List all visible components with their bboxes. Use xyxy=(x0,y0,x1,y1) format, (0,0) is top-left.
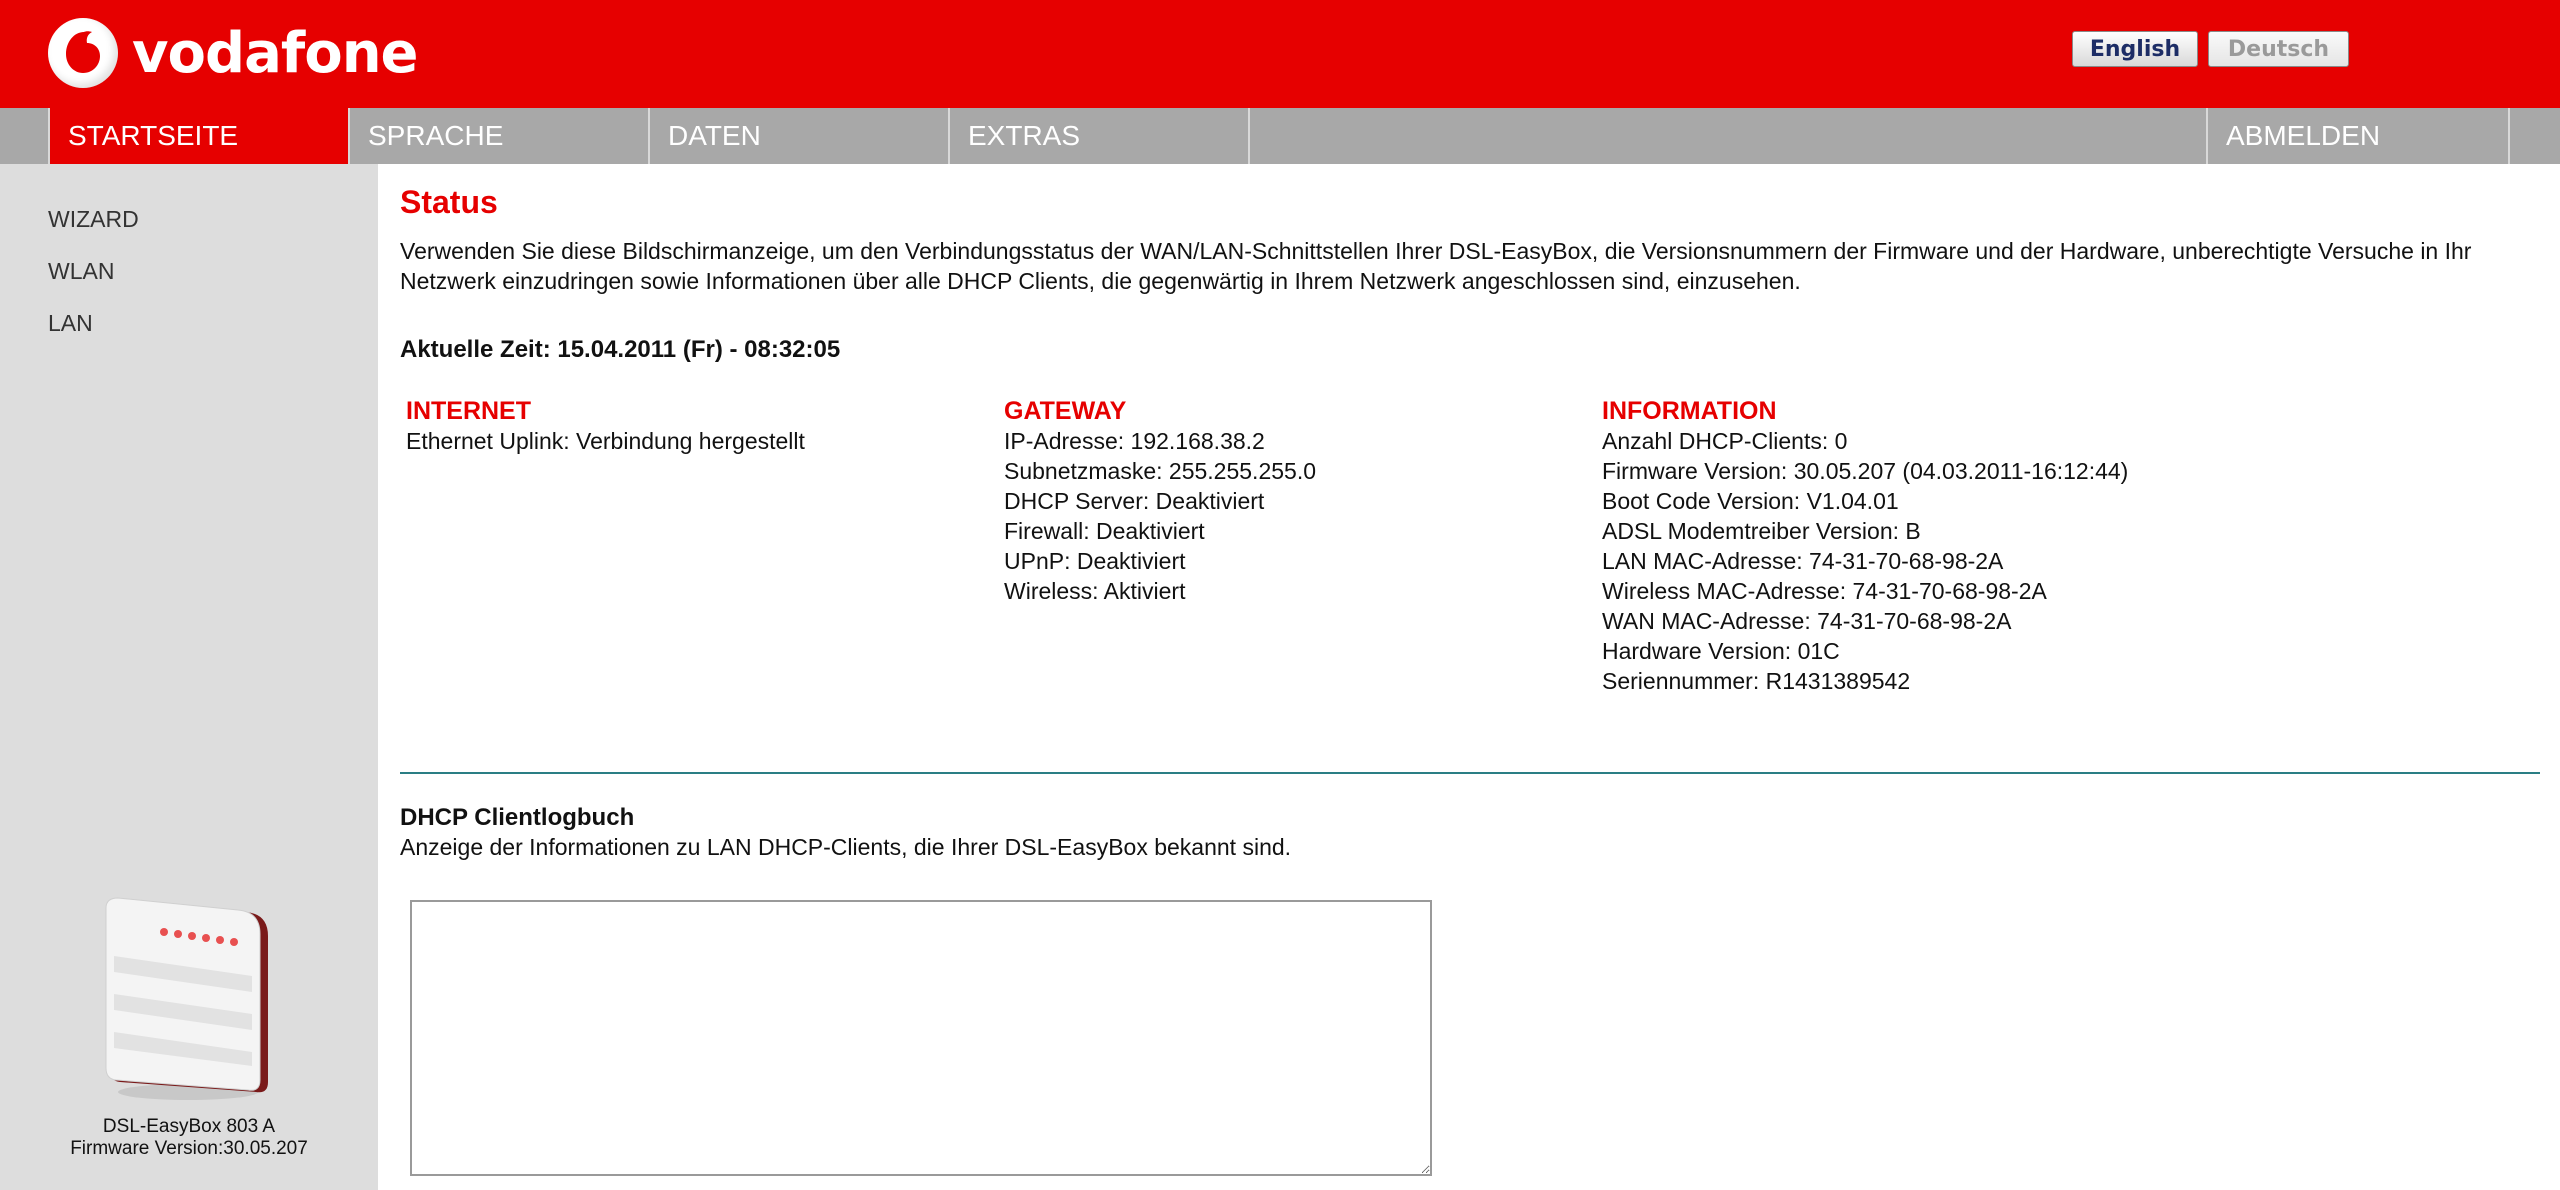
device-firmware: Firmware Version:30.05.207 xyxy=(70,1138,308,1159)
gateway-dhcp: DHCP Server: Deaktiviert xyxy=(1004,488,1265,514)
nav-item-extras[interactable]: EXTRAS xyxy=(950,108,1250,164)
section-divider xyxy=(400,772,2540,774)
internet-section xyxy=(406,396,966,456)
dhcp-log-description: Anzeige der Informationen zu LAN DHCP-Clients, die Ihrer DSL-EasyBox bekannt sind. xyxy=(400,834,1292,860)
sidebar-item-wlan[interactable]: WLAN xyxy=(48,258,115,284)
gateway-ip: IP-Adresse: 192.168.38.2 xyxy=(1004,428,1265,454)
info-dhcp-clients: Anzahl DHCP-Clients: 0 xyxy=(1602,428,1848,454)
sidebar-item-wizard[interactable]: WIZARD xyxy=(48,206,139,232)
info-adsl: ADSL Modemtreiber Version: B xyxy=(1602,518,1921,544)
nav-item-sprache[interactable]: SPRACHE xyxy=(350,108,650,164)
brand-name: vodafone xyxy=(132,20,418,86)
easybox-device-image xyxy=(98,896,278,1107)
info-lan-mac: LAN MAC-Adresse: 74-31-70-68-98-2A xyxy=(1602,548,2004,574)
info-serial: Seriennummer: R1431389542 xyxy=(1602,668,1911,694)
nav-item-startseite[interactable]: STARTSEITE xyxy=(50,108,350,164)
info-wan-mac: WAN MAC-Adresse: 74-31-70-68-98-2A xyxy=(1602,608,2012,634)
vodafone-speechmark-icon xyxy=(48,18,118,88)
gateway-upnp: UPnP: Deaktiviert xyxy=(1004,548,1186,574)
header xyxy=(0,0,2560,108)
info-firmware: Firmware Version: 30.05.207 (04.03.2011-16:12:44) xyxy=(1602,458,2129,484)
language-switch xyxy=(2072,31,2349,67)
gateway-subnet: Subnetzmaske: 255.255.255.0 xyxy=(1004,458,1317,484)
page-title: Status xyxy=(400,184,498,220)
nav-spacer-left xyxy=(0,108,50,164)
intro-text: Verwenden Sie diese Bildschirmanzeige, um den Verbindungsstatus der WAN/LAN-Schnittstellen Ihrer DSL-EasyBox, die Versionsnummern der Firmware und der Hardware, unberechtigte Versuche in Ihr Netzwerk einzudringen sowie Informationen über alle DHCP Clients, die gegenwärtig in Ihrem Netzwerk angeschlossen sind, einzusehen. xyxy=(400,238,2472,294)
deutsch-button[interactable]: Deutsch xyxy=(2208,31,2349,67)
info-hardware: Hardware Version: 01C xyxy=(1602,638,1840,664)
information-section xyxy=(1602,396,2302,696)
internet-heading: INTERNET xyxy=(406,397,531,425)
sidebar xyxy=(0,164,378,1190)
gateway-section xyxy=(1004,396,1564,606)
nav-item-abmelden[interactable]: ABMELDEN xyxy=(2208,108,2510,164)
nav-filler xyxy=(1250,108,2208,164)
gateway-firewall: Firewall: Deaktiviert xyxy=(1004,518,1205,544)
sidebar-item-lan[interactable]: LAN xyxy=(48,310,93,336)
dhcp-log-textarea[interactable] xyxy=(410,900,1432,1176)
internet-line: Ethernet Uplink: Verbindung hergestellt xyxy=(406,428,805,454)
info-bootcode: Boot Code Version: V1.04.01 xyxy=(1602,488,1899,514)
nav-spacer-right xyxy=(2510,108,2560,164)
gateway-wireless: Wireless: Aktiviert xyxy=(1004,578,1186,604)
dhcp-log-title: DHCP Clientlogbuch xyxy=(400,804,635,831)
english-button[interactable]: English xyxy=(2072,31,2198,67)
information-heading: INFORMATION xyxy=(1602,397,1777,425)
current-time: Aktuelle Zeit: 15.04.2011 (Fr) - 08:32:05 xyxy=(400,336,841,363)
device-name: DSL-EasyBox 803 A xyxy=(102,1116,276,1137)
gateway-heading: GATEWAY xyxy=(1004,397,1127,425)
main-nav xyxy=(0,108,2560,164)
info-wireless-mac: Wireless MAC-Adresse: 74-31-70-68-98-2A xyxy=(1602,578,2047,604)
vodafone-logo xyxy=(48,18,418,88)
nav-item-daten[interactable]: DATEN xyxy=(650,108,950,164)
